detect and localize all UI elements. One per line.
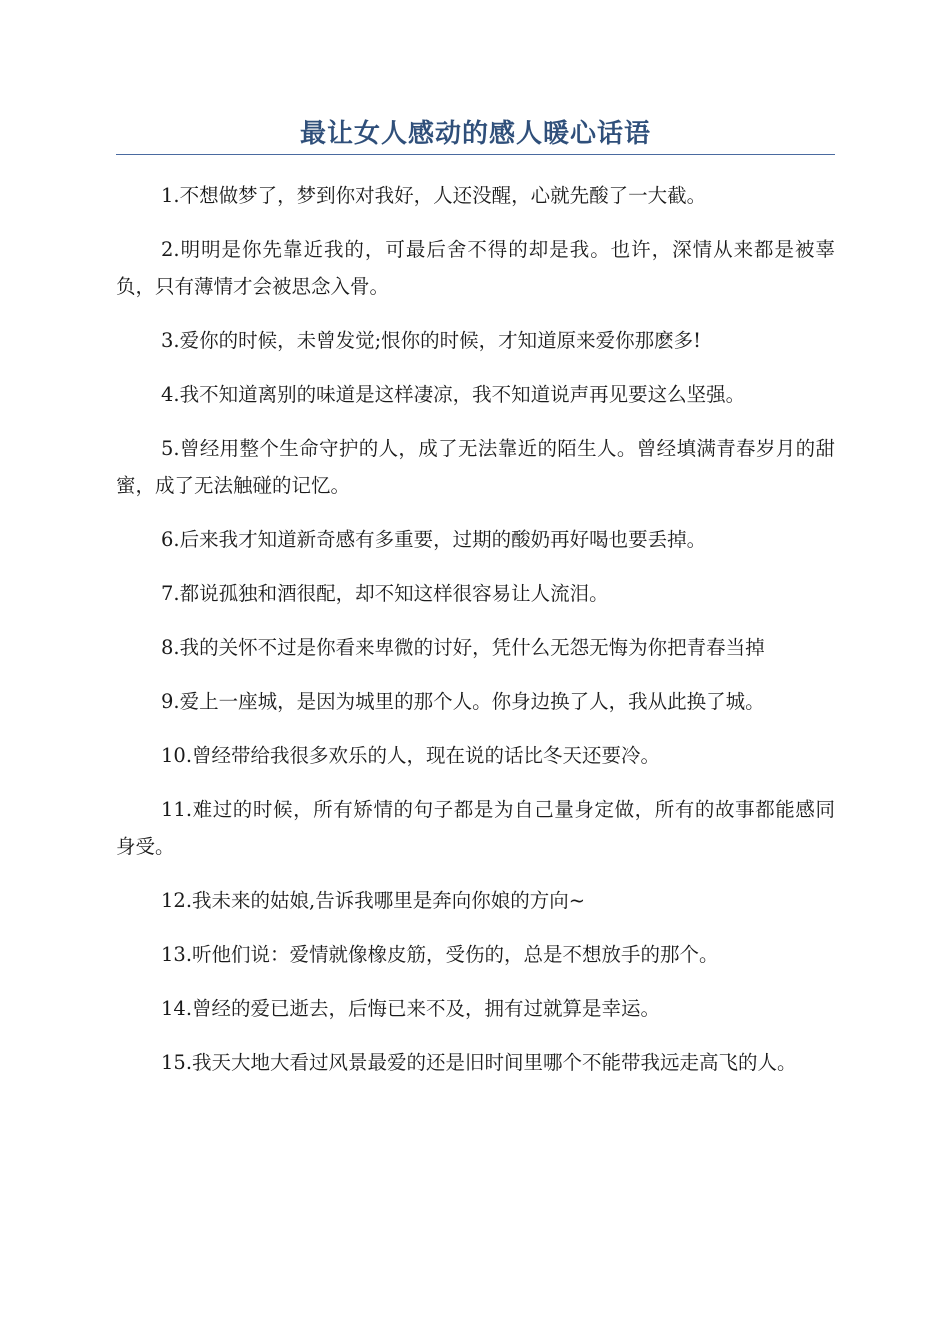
paragraph-1: 1.不想做梦了，梦到你对我好，人还没醒，心就先酸了一大截。 [161, 184, 707, 207]
paragraph-2: 2.明明是你先靠近我的，可最后舍不得的却是我。也许，深情从来都是被辜负，只有薄情才会被思念入骨。 [116, 238, 835, 298]
paragraph-8: 8.我的关怀不过是你看来卑微的讨好，凭什么无怨无悔为你把青春当掉 [161, 636, 765, 659]
paragraph-13: 13.听他们说：爱情就像橡皮筋，受伤的，总是不想放手的那个。 [161, 943, 719, 966]
title-underline [116, 154, 835, 155]
paragraph-9: 9.爱上一座城，是因为城里的那个人。你身边换了人，我从此换了城。 [161, 690, 765, 713]
paragraph-15: 15.我天大地大看过风景最爱的还是旧时间里哪个不能带我远走高飞的人。 [161, 1051, 797, 1074]
paragraph-5: 5.曾经用整个生命守护的人，成了无法靠近的陌生人。曾经填满青春岁月的甜蜜，成了无法触碰的记忆。 [116, 437, 835, 497]
document-page [116, 0, 835, 1098]
paragraph-11: 11.难过的时候，所有矫情的句子都是为自己量身定做，所有的故事都能感同身受。 [116, 798, 835, 858]
paragraph-4: 4.我不知道离别的味道是这样凄凉，我不知道说声再见要这么坚强。 [161, 383, 746, 406]
paragraph-12: 12.我未来的姑娘,告诉我哪里是奔向你娘的方向~ [161, 889, 586, 912]
paragraph-14: 14.曾经的爱已逝去，后悔已来不及，拥有过就算是幸运。 [161, 997, 661, 1020]
paragraph-3: 3.爱你的时候，未曾发觉;恨你的时候，才知道原来爱你那麽多! [161, 329, 702, 352]
page-title: 最让女人感动的感人暖心话语 [299, 119, 651, 149]
document-body [116, 177, 835, 1081]
paragraph-10: 10.曾经带给我很多欢乐的人，现在说的话比冬天还要冷。 [161, 744, 661, 767]
paragraph-6: 6.后来我才知道新奇感有多重要，过期的酸奶再好喝也要丢掉。 [161, 528, 707, 551]
paragraph-7: 7.都说孤独和酒很配，却不知这样很容易让人流泪。 [161, 582, 609, 605]
